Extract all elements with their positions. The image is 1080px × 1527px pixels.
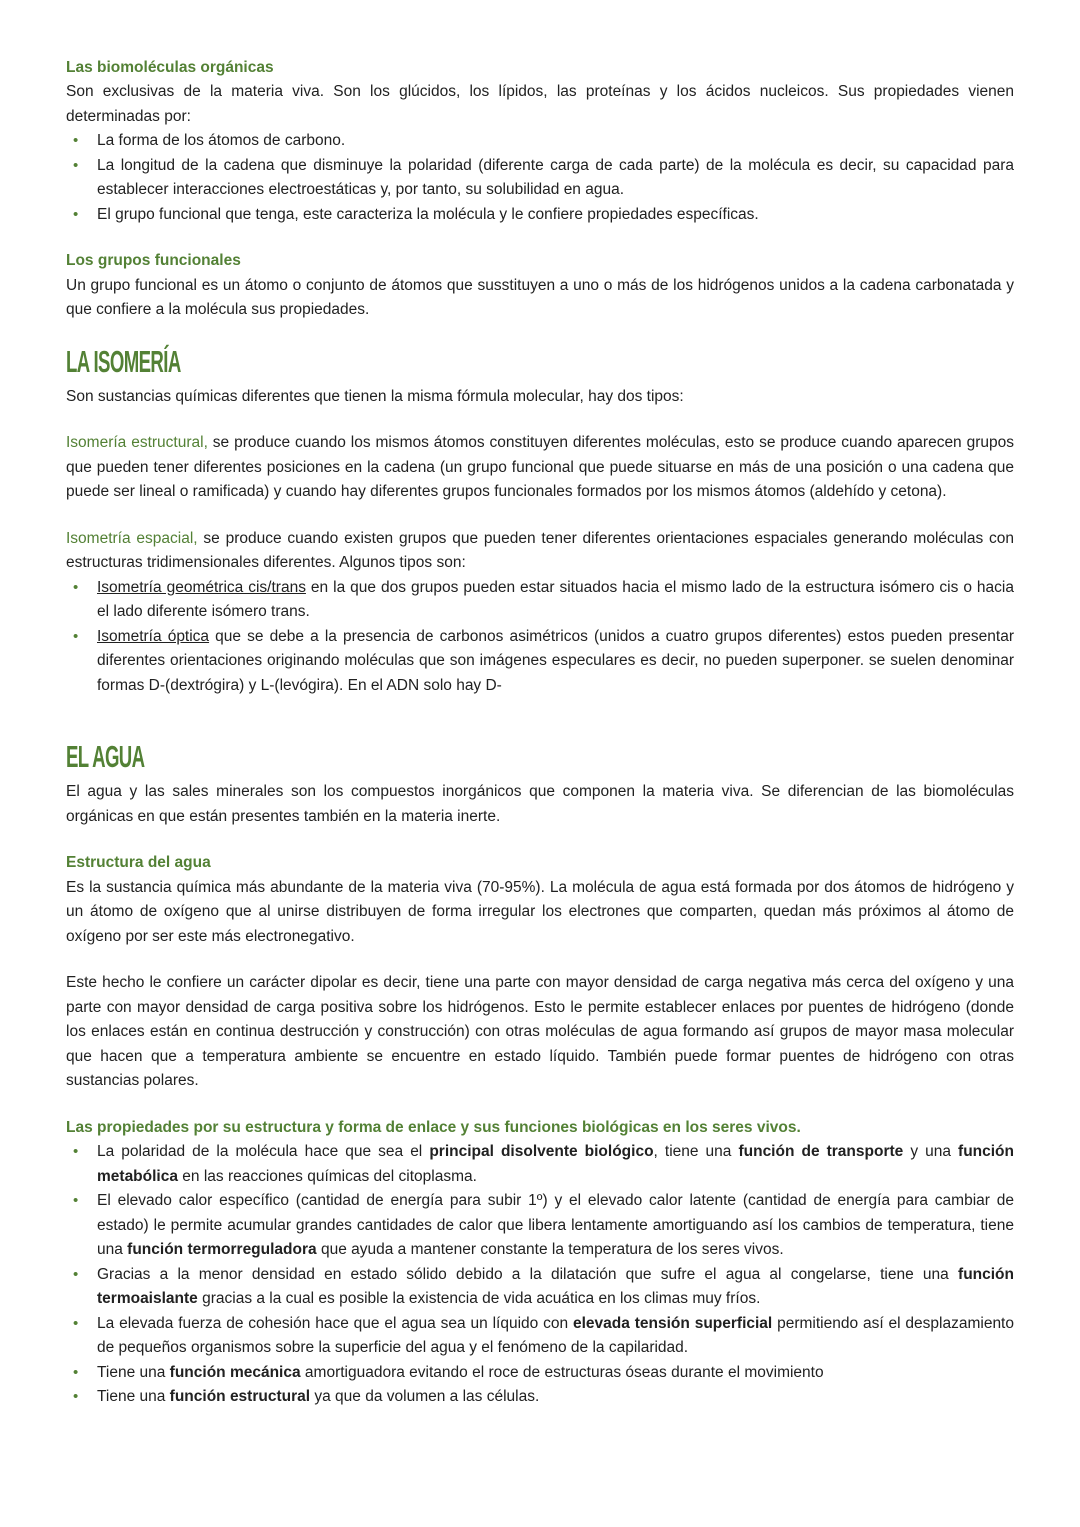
bold-term: función termorreguladora [127,1241,317,1259]
paragraph-isomeria-intro: Son sustancias químicas diferentes que tienen la misma fórmula molecular, hay dos tipos: [66,387,684,405]
paragraph-isometria-espacial [66,527,1014,576]
bullet-list-propiedades [66,1140,1014,1409]
bold-term: principal disolvente biológico [429,1143,654,1161]
text-segment: Gracias a la menor densidad en estado sólido debido a la dilatación que sufre el agua al congelarse, tiene una [97,1265,959,1283]
text-segment: en las reacciones químicas del citoplasma. [177,1167,477,1185]
paragraph-isomeria-estructural [66,431,1014,504]
text-segment: Tiene una [97,1388,170,1406]
section-isomeria-titulo [66,345,1014,410]
paragraph-estructura-2: Este hecho le confiere un carácter dipolar es decir, tiene una parte con mayor densidad de carga negativa más cerca del oxígeno y una parte con mayor densidad de carga positiva sobre los hidrógenos. Esto le permite establecer enlaces por puentes de hidrógeno (donde los enlaces están en continua destrucción y construcción) con otras moléculas de agua formando así grupos de mayor masa molecular que hacen que a temperatura ambiente se encuentre en estado líquido. También puede formar puentes de hidrógeno con otras sustancias polares. [66,974,1014,1090]
heading-biomoleculas-organicas: Las biomoléculas orgánicas [66,59,274,76]
text-segment: que ayuda a mantener constante la temperatura de los seres vivos. [316,1241,784,1259]
bold-term: función estructural [169,1388,311,1406]
list-item: • La longitud de la cadena que disminuye la polaridad (diferente carga de cada parte) de la molécula es decir, su capacidad para establecer interacciones electroestáticas y, por tanto, su solubilidad en agua. [66,154,1014,203]
section-biomoleculas-organicas [66,56,1014,227]
section-estructura-del-agua [66,851,1014,1093]
text-segment: La elevada fuerza de cohesión hace que el agua sea un líquido con [97,1314,573,1332]
text-segment: y una [903,1143,959,1161]
text-segment: se produce cuando los mismos átomos constituyen diferentes moléculas, esto se produce cuando aparecen grupos que pueden tener diferentes posiciones en la cadena (un grupo funcional que puede situarse en más de una posición o una cadena que puede ser lineal o ramificada) y cuando hay diferentes grupos funcionales formados por los mismos átomos (aldehído y cetona). [66,434,1014,501]
section-propiedades-agua [66,1116,1014,1410]
term-isometria-geometrica: Isometría geométrica cis/trans [97,578,306,596]
list-item [66,576,1014,625]
heading-la-isomeria-text: LA ISOMERÍA [66,343,181,379]
heading-grupos-funcionales: Los grupos funcionales [66,252,241,270]
list-item: • El grupo funcional que tenga, este caracteriza la molécula y le confiere propiedades específicas. [66,203,1014,227]
bold-term: función mecánica [169,1363,301,1381]
text-segment: Tiene una [97,1363,170,1381]
list-item [66,625,1014,698]
bullet-list-biomoleculas [66,129,1014,227]
text-segment: El elevado calor específico (cantidad de energía para subir 1º) y el elevado calor latente (cantidad de energía para cambiar de estado) le permite acumular grandes cantidades de calor que libera lentamente amortiguando así los cambios de temperatura, tiene una [97,1192,1014,1259]
text-segment: ya que da volumen a las células. [310,1388,540,1406]
bold-term: función termoaislante [97,1265,1014,1308]
text-segment: que se debe a la presencia de carbonos asimétricos (unidos a cuatro grupos diferentes) estos pueden presentar diferentes orientaciones originando moléculas que son imágenes especulares es decir, no pueden superponer. se suelen denominar formas D-(dextrógira) y L-(levógira). En el ADN solo hay D- [97,627,1014,694]
list-item [66,1263,1014,1312]
bold-term: función metabólica [97,1143,1014,1185]
list-item [66,1140,1014,1189]
text-segment: se produce cuando existen grupos que pueden tener diferentes orientaciones espaciales generando moléculas con estructuras tridimensionales diferentes. Algunos tipos son: [66,529,1014,572]
text-segment: gracias a la cual es posible la existencia de vida acuática en los climas muy fríos. [197,1290,761,1308]
section-isometria-espacial [66,527,1014,698]
section-isomeria-estructural [66,431,1014,504]
text-segment: amortiguadora evitando el roce de estructuras óseas durante el movimiento [300,1363,824,1381]
heading-el-agua-text: EL AGUA [66,739,145,775]
heading-el-agua [66,740,1014,774]
heading-propiedades-agua: Las propiedades por su estructura y forma de enlace y sus funciones biológicas en los seres vivos. [66,1118,801,1136]
list-item [66,1361,1014,1385]
text-segment: en la que dos grupos pueden estar situados hacia el mismo lado de la estructura isómero cis o hacia el lado diferente isómero trans. [97,578,1014,621]
list-item: • La forma de los átomos de carbono. [66,129,1014,153]
paragraph-estructura-1: Es la sustancia química más abundante de la materia viva (70-95%). La molécula de agua está formada por dos átomos de hidrógeno y un átomo de oxígeno que al unirse distribuyen de forma irregular los electrones que comparten, quedan más próximos al átomo de oxígeno por ser este más electronegativo. [66,878,1014,945]
bold-term: elevada tensión superficial [573,1314,773,1332]
paragraph-grupos-funcionales: Un grupo funcional es un átomo o conjunto de átomos que susstituyen a uno o más de los hidrógenos unidos a la cadena carbonatada y que confiere a la molécula sus propiedades. [66,276,1014,319]
term-isometria-optica: Isometría óptica [97,627,210,645]
section-el-agua-titulo [66,740,1014,829]
bold-term: función de transporte [738,1143,904,1161]
term-isomeria-estructural: Isomería estructural, [66,434,208,452]
list-item [66,1385,1014,1409]
section-grupos-funcionales [66,249,1014,322]
bullet-list-isometria [66,576,1014,698]
heading-estructura-del-agua: Estructura del agua [66,854,211,872]
paragraph-agua-intro: El agua y las sales minerales son los compuestos inorgánicos que componen la materia viva. Se diferencian de las biomoléculas orgánicas en que están presentes también en la materia inerte. [66,783,1014,825]
term-isometria-espacial: Isometría espacial, [66,529,198,547]
text-segment: , tiene una [653,1143,739,1161]
text-segment: permitiendo así el desplazamiento de pequeños organismos sobre la superficie del agua y el fenómeno de la capilaridad. [97,1314,1014,1357]
heading-la-isomeria [66,345,1014,379]
list-item [66,1312,1014,1361]
paragraph-biomoleculas-intro: Son exclusivas de la materia viva. Son los glúcidos, los lípidos, las proteínas y los ácidos nucleicos. Sus propiedades vienen determinadas por: [66,83,1014,125]
text-segment: La polaridad de la molécula hace que sea el [97,1143,430,1161]
list-item [66,1189,1014,1262]
